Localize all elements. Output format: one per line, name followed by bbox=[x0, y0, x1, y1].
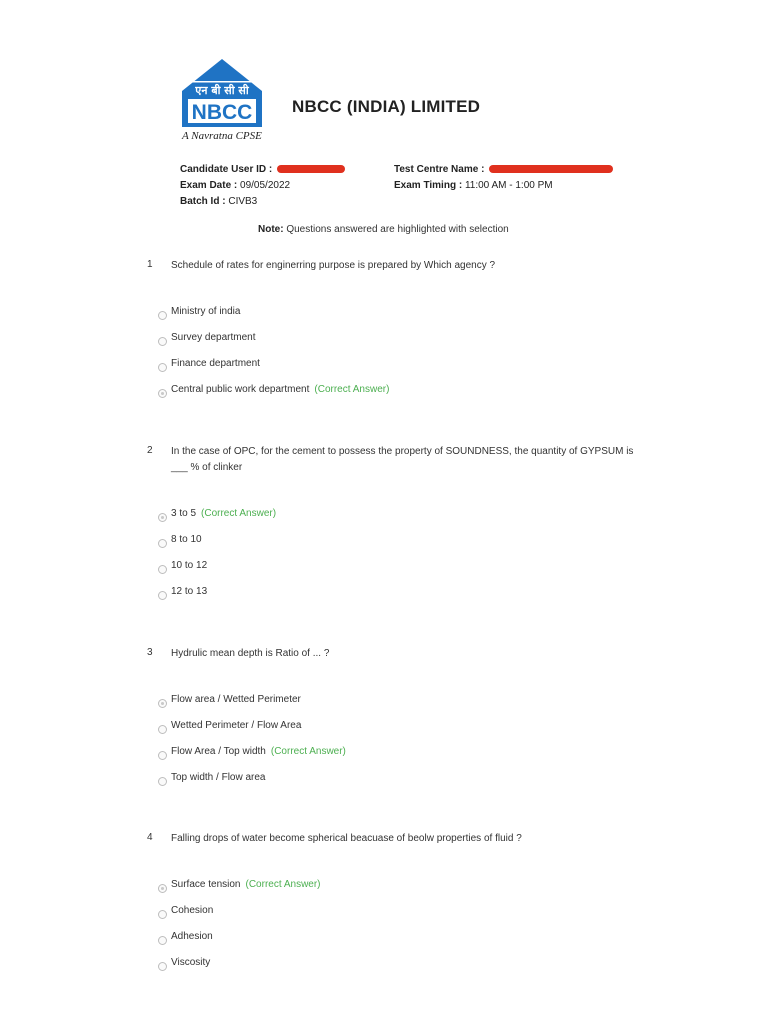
radio-button[interactable] bbox=[158, 591, 167, 600]
exam-timing bbox=[394, 180, 553, 191]
question-number: 4 bbox=[147, 832, 153, 843]
option-label: 10 to 12 bbox=[171, 560, 208, 571]
option-label: Surface tension bbox=[171, 879, 241, 890]
redaction-mark bbox=[489, 165, 613, 173]
option-label: Survey department bbox=[171, 332, 256, 343]
test-centre-name bbox=[394, 164, 613, 175]
redaction-mark bbox=[277, 165, 345, 173]
question-text: In the case of OPC, for the cement to possess the property of SOUNDNESS, the quantity of GYPSUM is ___ % of clinker bbox=[171, 446, 634, 473]
candidate-user-id bbox=[180, 164, 345, 175]
option-label: Adhesion bbox=[171, 931, 213, 942]
exam-date bbox=[180, 180, 290, 191]
note-text: Questions answered are highlighted with selection bbox=[286, 224, 509, 235]
user-id-label: Candidate User ID : bbox=[180, 164, 273, 175]
correct-answer-tag: (Correct Answer) bbox=[314, 384, 390, 395]
radio-button[interactable] bbox=[158, 565, 167, 574]
batch-id-value: CIVB3 bbox=[228, 196, 258, 207]
option-label: 12 to 13 bbox=[171, 586, 208, 597]
option-label: Flow area / Wetted Perimeter bbox=[171, 694, 301, 705]
question-number: 1 bbox=[147, 259, 153, 270]
question-text: Falling drops of water become spherical beacuase of beolw properties of fluid ? bbox=[171, 833, 522, 844]
option-label: Top width / Flow area bbox=[171, 772, 266, 783]
radio-button-selected[interactable] bbox=[158, 699, 167, 708]
page-title: NBCC (INDIA) LIMITED bbox=[292, 97, 481, 116]
radio-button-selected[interactable] bbox=[158, 389, 167, 398]
radio-button[interactable] bbox=[158, 337, 167, 346]
batch-id bbox=[180, 196, 257, 207]
radio-button[interactable] bbox=[158, 725, 167, 734]
note-label: Note: bbox=[258, 224, 284, 235]
radio-button[interactable] bbox=[158, 777, 167, 786]
option-label: Viscosity bbox=[171, 957, 211, 968]
logo-hindi-text: एन बी सी सी bbox=[195, 84, 249, 97]
correct-answer-tag: (Correct Answer) bbox=[245, 879, 321, 890]
radio-button[interactable] bbox=[158, 962, 167, 971]
note bbox=[258, 224, 509, 235]
timing-label: Exam Timing : bbox=[394, 180, 463, 191]
option-label: Flow Area / Top width bbox=[171, 746, 266, 757]
centre-label: Test Centre Name : bbox=[394, 164, 485, 175]
batch-id-label: Batch Id : bbox=[180, 196, 226, 207]
exam-date-value: 09/05/2022 bbox=[240, 180, 291, 191]
radio-button[interactable] bbox=[158, 910, 167, 919]
option-label: Central public work department bbox=[171, 384, 310, 395]
radio-button[interactable] bbox=[158, 363, 167, 372]
option-label: Finance department bbox=[171, 358, 260, 369]
question-text: Schedule of rates for enginerring purpose is prepared by Which agency ? bbox=[171, 260, 496, 271]
exam-date-label: Exam Date : bbox=[180, 180, 238, 191]
timing-value: 11:00 AM - 1:00 PM bbox=[464, 180, 553, 191]
option-label: 8 to 10 bbox=[171, 534, 202, 545]
radio-button[interactable] bbox=[158, 311, 167, 320]
option-label: Wetted Perimeter / Flow Area bbox=[171, 720, 302, 731]
question-number: 3 bbox=[147, 647, 153, 658]
correct-answer-tag: (Correct Answer) bbox=[201, 508, 277, 519]
radio-button-selected[interactable] bbox=[158, 513, 167, 522]
question-text: Hydrulic mean depth is Ratio of ... ? bbox=[171, 648, 330, 659]
logo-text: NBCC bbox=[191, 101, 253, 124]
radio-button-selected[interactable] bbox=[158, 884, 167, 893]
logo-tagline: A Navratna CPSE bbox=[182, 130, 262, 142]
option-label: Ministry of india bbox=[171, 306, 241, 317]
option-label: 3 to 5 bbox=[171, 508, 197, 519]
radio-button[interactable] bbox=[158, 751, 167, 760]
radio-button[interactable] bbox=[158, 936, 167, 945]
question-number: 2 bbox=[147, 445, 153, 456]
nbcc-logo bbox=[180, 57, 264, 129]
option-label: Cohesion bbox=[171, 905, 214, 916]
correct-answer-tag: (Correct Answer) bbox=[270, 746, 346, 757]
radio-button[interactable] bbox=[158, 539, 167, 548]
